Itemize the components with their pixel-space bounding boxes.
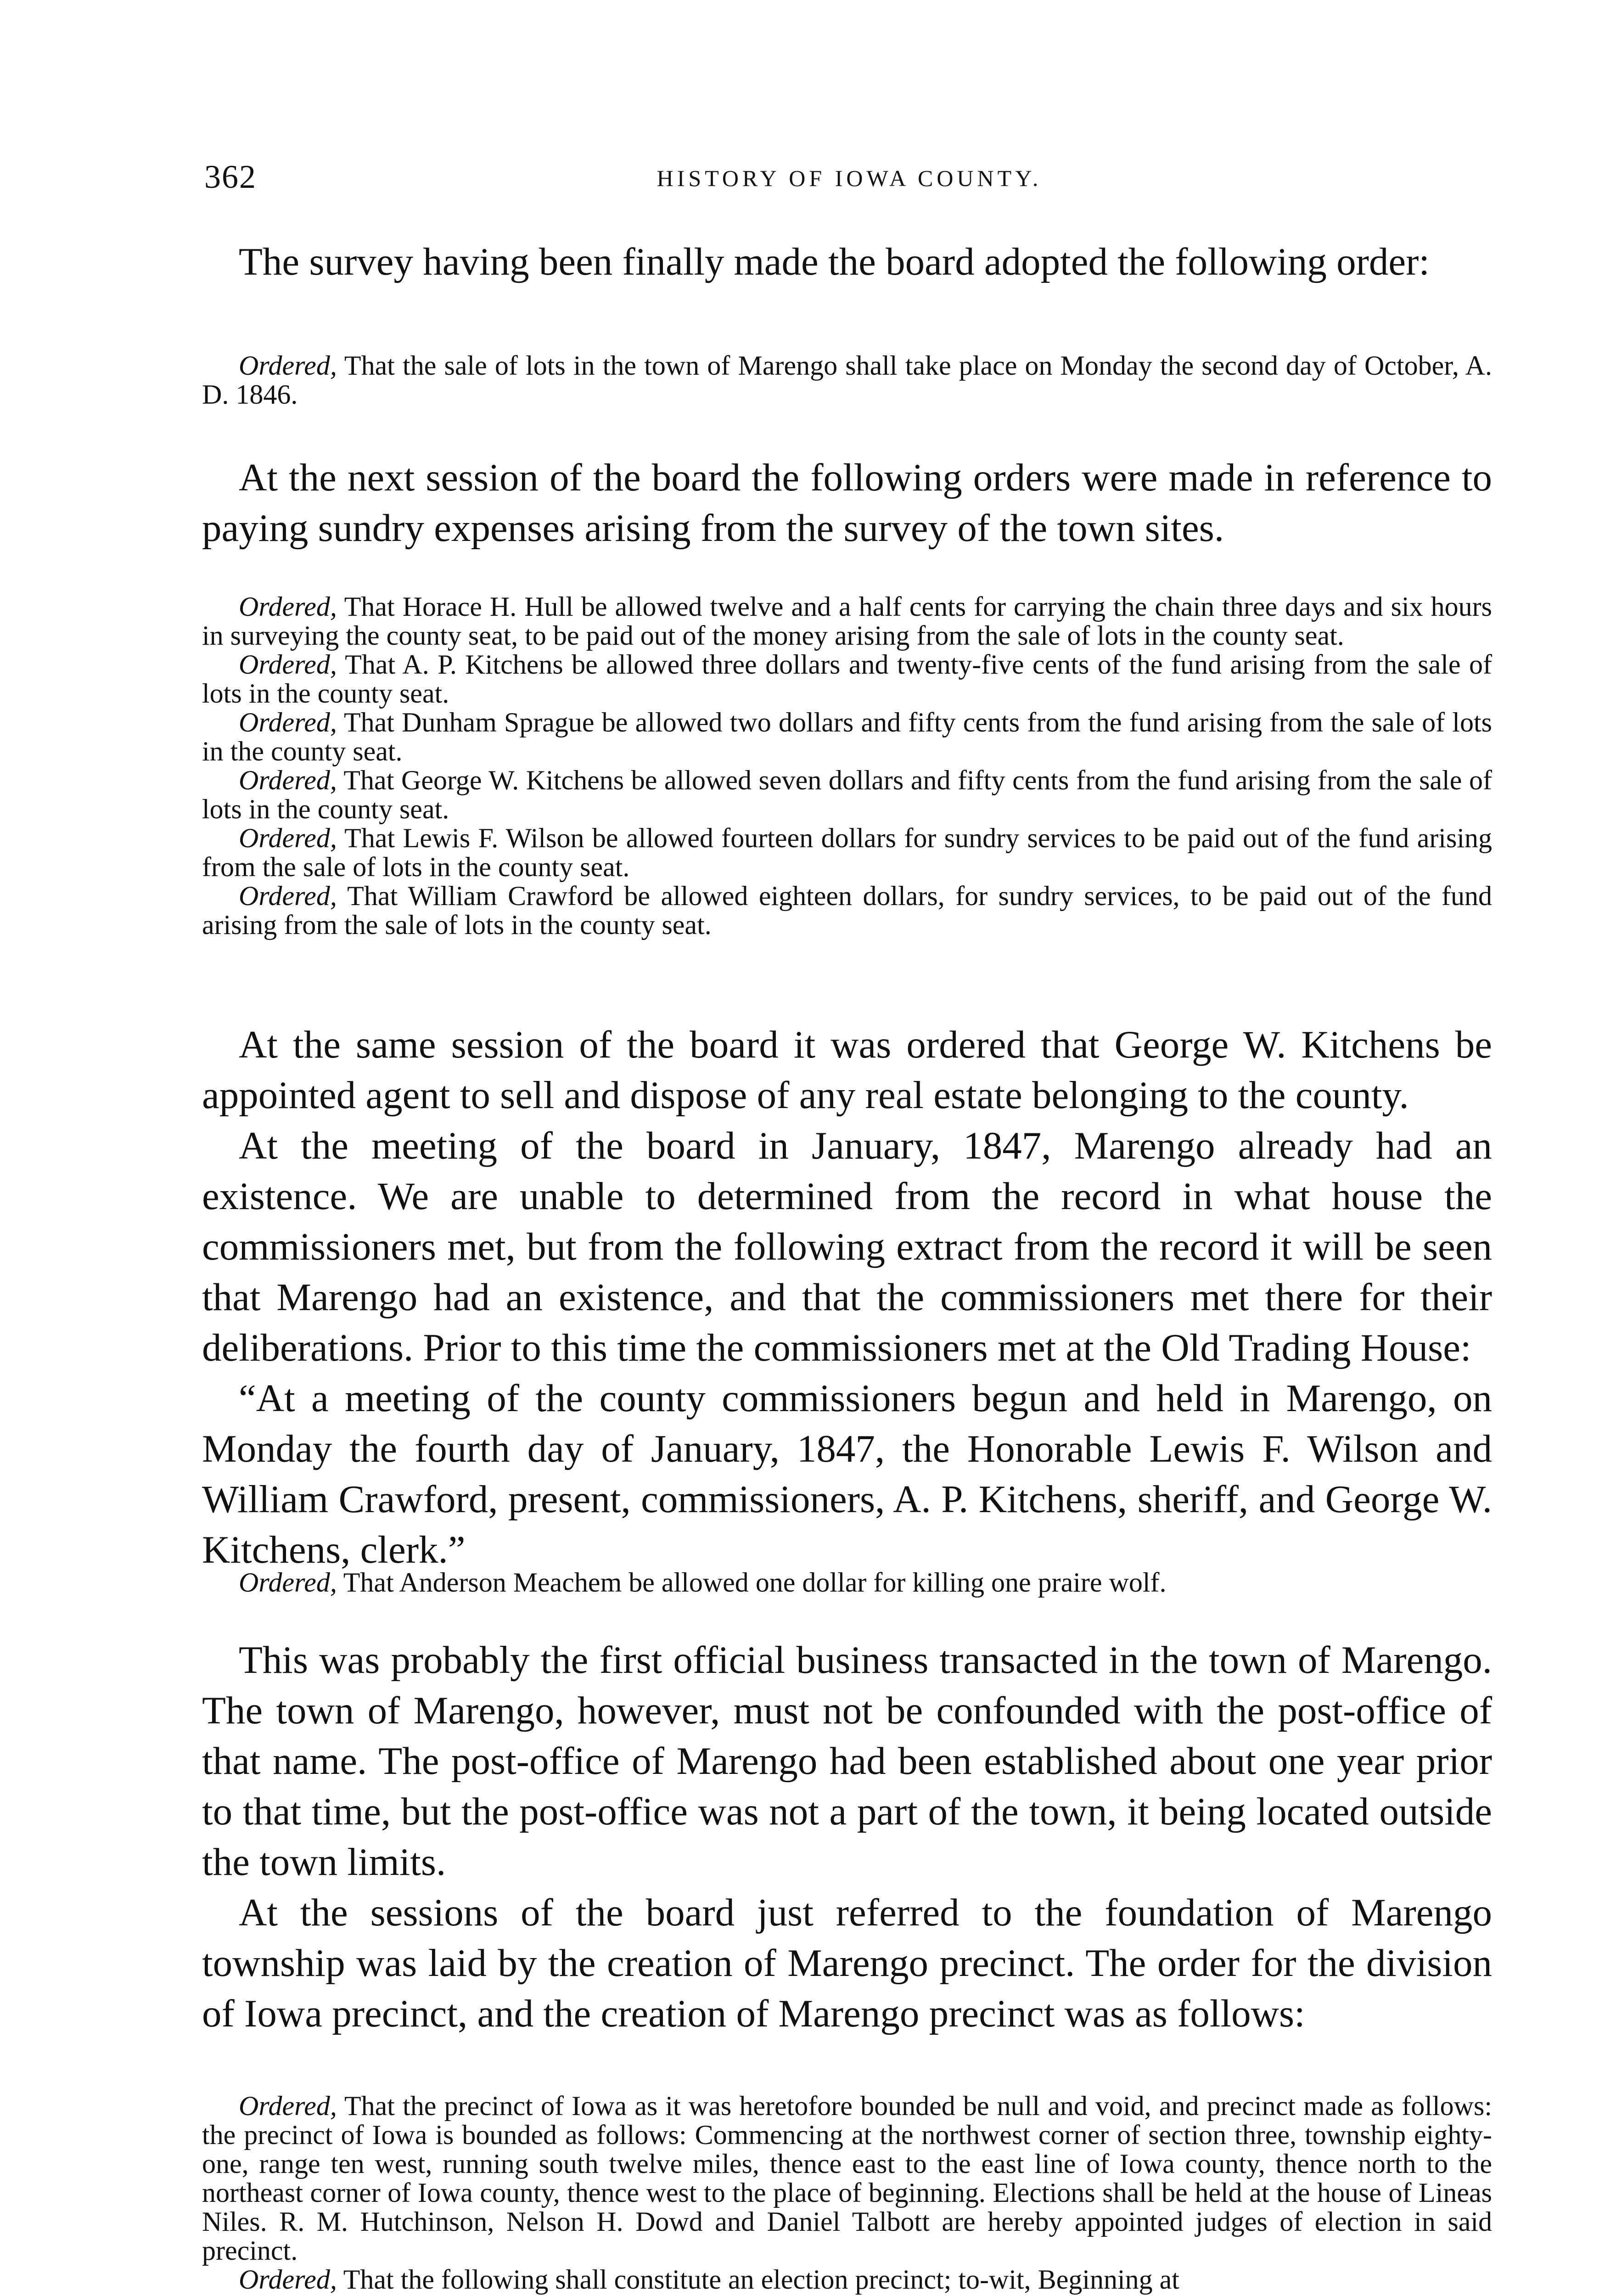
ordered-label: Ordered,	[239, 881, 337, 911]
order-text: That the following shall constitute an election precinct; to-wit, Beginning at	[337, 2264, 1179, 2295]
order-text: That George W. Kitchens be allowed seven dollars and fifty cents from the fund arising from the sale of lots in the county seat.	[202, 765, 1492, 824]
page-header	[204, 156, 1494, 197]
paragraph-text: At the sessions of the board just referred to the foundation of Marengo township was laid by the creation of Marengo precinct. The order for the division of Iowa precinct, and the creation of Marengo precinct was as follows:	[202, 1891, 1492, 2035]
ordered-label: Ordered,	[239, 2264, 337, 2295]
paragraph-quote: “At a meeting of the county commissioners begun and held in Marengo, on Monday the fourth day of January, 1847, the Honorable Lewis F. Wilson and William Crawford, present, commissioners, A. P. Kitchens, sheriff, and George W. Kitchens, clerk.”	[202, 1377, 1492, 1571]
order-item	[202, 824, 1492, 882]
paragraph-text: At the next session of the board the following orders were made in reference to paying sundry expenses arising from the survey of the town sites.	[202, 456, 1492, 550]
order-text: That the sale of lots in the town of Marengo shall take place on Monday the second day of October, A. D. 1846.	[202, 350, 1492, 410]
ordered-label: Ordered,	[239, 707, 337, 737]
ordered-label: Ordered,	[239, 350, 337, 381]
paragraph-next-session	[202, 452, 1492, 553]
paragraph-text: At the same session of the board it was ordered that George W. Kitchens be appointed agent to sell and dispose of any real estate belonging to the county.	[202, 1023, 1492, 1117]
order-item	[202, 2092, 1492, 2265]
orders-expenses-list	[202, 592, 1492, 940]
order-item	[202, 766, 1492, 824]
order-item	[202, 882, 1492, 940]
order-text: That the precinct of Iowa as it was heretofore bounded be null and void, and precinct made as follows: the precinct of Iowa is bounded as follows: Commencing at the northwest corner of section three, township eighty-one, range ten west, running south twelve miles, thence east to the east line of Iowa county, thence north to the northeast corner of Iowa county, thence west to the place of beginning. Elections shall be held at the house of Lineas Niles. R. M. Hutchinson, Nelson H. Dowd and Daniel Talbott are hereby appointed judges of election in said precinct.	[202, 2091, 1492, 2266]
running-head: HISTORY OF IOWA COUNTY.	[656, 165, 1042, 191]
order-text: That A. P. Kitchens be allowed three dollars and twenty-five cents of the fund arising from the sale of lots in the county seat.	[202, 649, 1492, 709]
paragraph-text: The survey having been finally made the board adopted the following order:	[239, 240, 1430, 283]
ordered-label: Ordered,	[239, 649, 337, 680]
order-item	[202, 708, 1492, 766]
order-text: That Anderson Meachem be allowed one dollar for killing one praire wolf.	[337, 1567, 1167, 1598]
order-item	[202, 2265, 1492, 2294]
ordered-label: Ordered,	[239, 1567, 337, 1598]
orders-precinct-list	[202, 2092, 1492, 2294]
paragraph-text: This was probably the first official business transacted in the town of Marengo. The town of Marengo, however, must not be confounded with the post-office of that name. The post-office of Marengo had been established about one year prior to that time, but the post-office was not a part of the town, it being located outside the town limits.	[202, 1638, 1492, 1884]
paragraph-agent-and-meeting	[202, 1019, 1492, 1575]
order-item	[202, 592, 1492, 650]
order-text: That Dunham Sprague be allowed two dollars and fifty cents from the fund arising from the sale of lots in the county seat.	[202, 707, 1492, 766]
paragraph-text: At the meeting of the board in January, 1847, Marengo already had an existence. We are unable to determined from the record in what house the commissioners met, but from the following extract from the record it will be seen that Marengo had an existence, and that the commissioners met there for their deliberations. Prior to this time the commissioners met at the Old Trading House:	[202, 1124, 1492, 1369]
order-text: That William Crawford be allowed eighteen dollars, for sundry services, to be paid out of the fund arising from the sale of lots in the county seat.	[202, 881, 1492, 940]
order-text: That Lewis F. Wilson be allowed fourteen dollars for sundry services to be paid out of the fund arising from the sale of lots in the county seat.	[202, 823, 1492, 882]
paragraph-survey	[202, 236, 1492, 287]
order-praire-wolf	[202, 1568, 1492, 1597]
ordered-label: Ordered,	[239, 765, 337, 795]
ordered-label: Ordered,	[239, 2091, 337, 2121]
order-item	[202, 650, 1492, 708]
paragraph-first-business	[202, 1635, 1492, 2039]
page-number: 362	[204, 158, 257, 195]
order-text: That Horace H. Hull be allowed twelve and a half cents for carrying the chain three days and six hours in surveying the county seat, to be paid out of the money arising from the sale of lots in the county seat.	[202, 591, 1492, 651]
ordered-label: Ordered,	[239, 591, 337, 622]
order-sale-of-lots	[202, 351, 1492, 409]
ordered-label: Ordered,	[239, 823, 337, 853]
